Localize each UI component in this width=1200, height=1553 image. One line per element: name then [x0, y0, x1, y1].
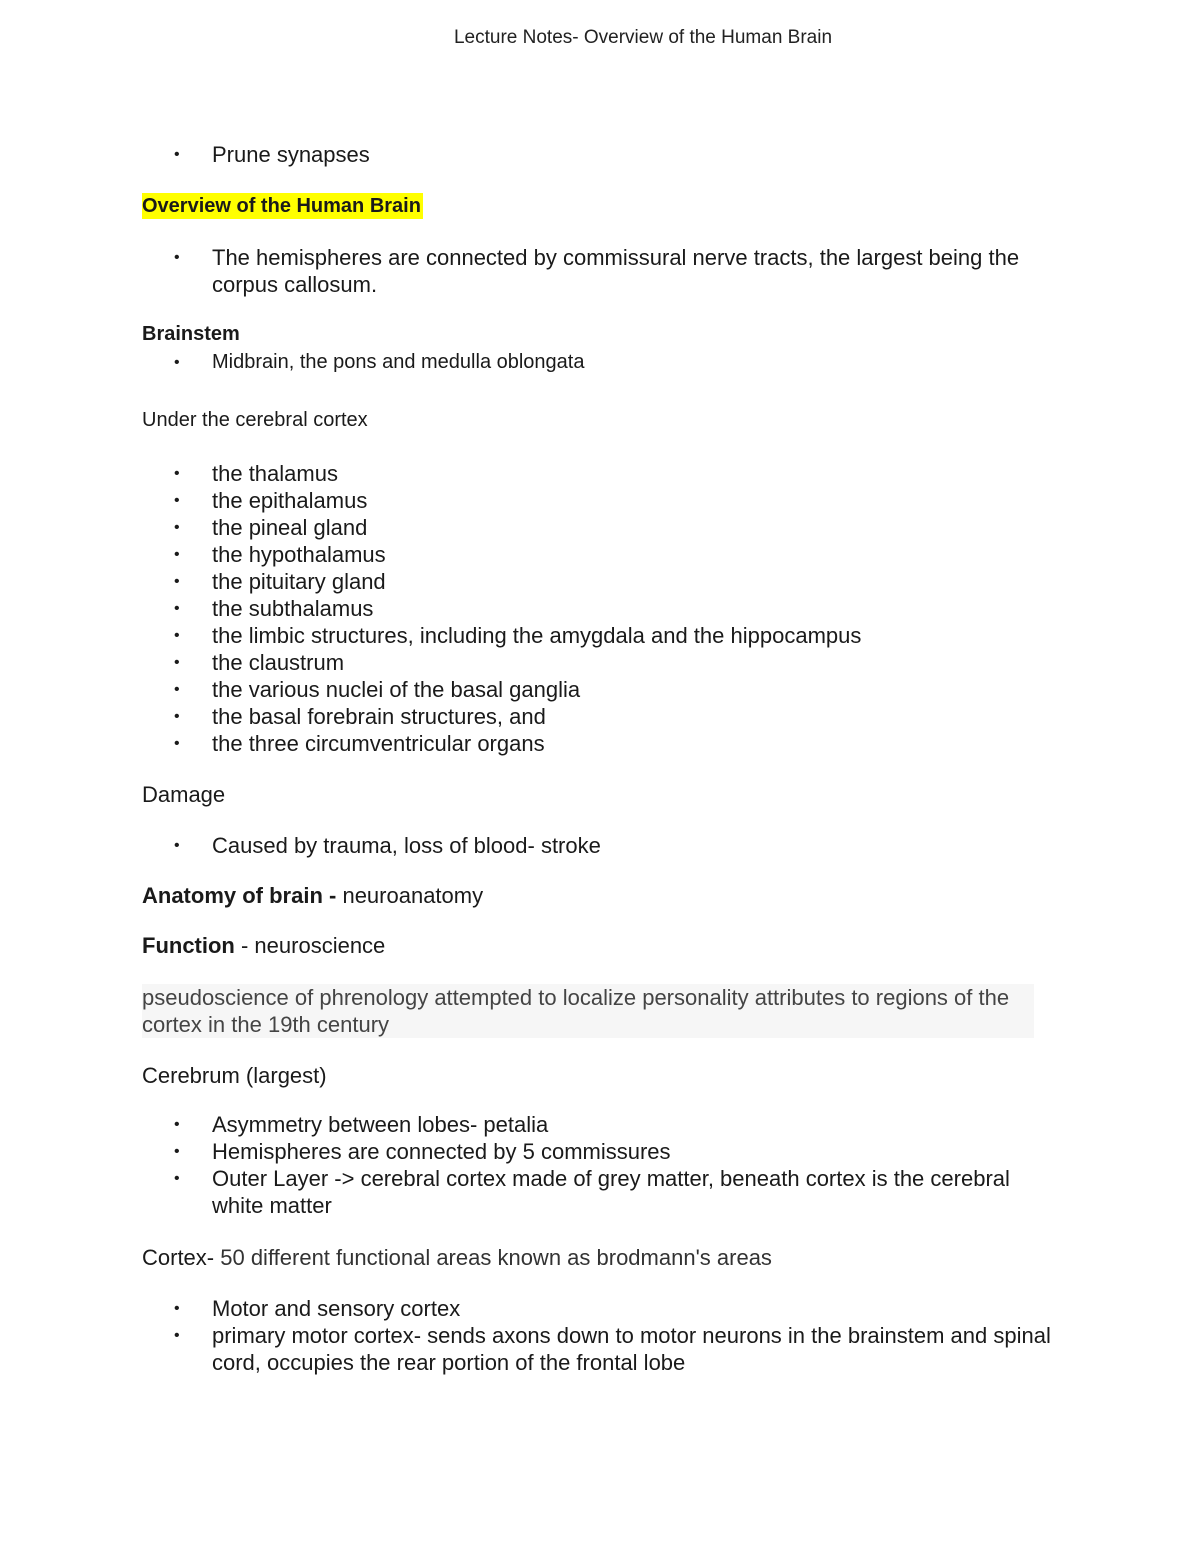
list-item	[142, 244, 1052, 298]
phrenology-paragraph: pseudoscience of phrenology attempted to localize personality attributes to regions of the cortex in the 19th century	[142, 984, 1034, 1038]
bullet: •	[174, 519, 180, 536]
list-item	[142, 622, 1052, 649]
list-item	[142, 730, 1052, 757]
bullet: •	[174, 600, 180, 617]
list-item	[142, 541, 1052, 568]
bullet: •	[174, 1327, 180, 1344]
list-item	[142, 1295, 1052, 1322]
cortex-line	[142, 1244, 772, 1271]
highlighted-heading: Overview of the Human Brain	[142, 195, 421, 217]
prune-list	[142, 141, 1052, 168]
under-cortex-heading: Under the cerebral cortex	[142, 409, 368, 431]
bullet: •	[174, 627, 180, 644]
bullet: •	[174, 546, 180, 563]
brainstem-heading: Brainstem	[142, 323, 240, 345]
list-item-text: the epithalamus	[212, 488, 368, 513]
list-item-text: The hemispheres are connected by commissural nerve tracts, the largest being the corpus callosum.	[212, 245, 1020, 297]
bullet: •	[174, 654, 180, 671]
bullet: •	[174, 1116, 180, 1133]
list-item-text: the various nuclei of the basal ganglia	[212, 677, 581, 702]
list-item-text: the pituitary gland	[212, 569, 386, 594]
bullet: •	[174, 465, 180, 482]
list-item	[142, 568, 1052, 595]
list-item	[142, 703, 1052, 730]
bullet: •	[174, 249, 180, 266]
bullet: •	[174, 1143, 180, 1160]
list-item	[142, 349, 1052, 376]
list-item-text: the subthalamus	[212, 596, 374, 621]
function-label: Function	[142, 933, 235, 958]
list-item-text: Asymmetry between lobes- petalia	[212, 1112, 549, 1137]
bullet: •	[174, 1300, 180, 1317]
list-item	[142, 514, 1052, 541]
list-item	[142, 487, 1052, 514]
list-item	[142, 832, 1052, 859]
anatomy-text: neuroanatomy	[336, 883, 484, 908]
list-item-text: Outer Layer -> cerebral cortex made of grey matter, beneath cortex is the cerebral white matter	[212, 1166, 1010, 1218]
list-item-text: the pineal gland	[212, 515, 368, 540]
list-item-text: Caused by trauma, loss of blood- stroke	[212, 833, 601, 858]
bullet: •	[174, 837, 180, 854]
under-cortex-list	[142, 460, 1052, 757]
list-item-text: the claustrum	[212, 650, 345, 675]
list-item-text: primary motor cortex- sends axons down to motor neurons in the brainstem and spinal cord, occupies the rear portion of the frontal lobe	[212, 1323, 1051, 1375]
list-item-text: the basal forebrain structures, and	[212, 704, 546, 729]
list-item-text: the three circumventricular organs	[212, 731, 545, 756]
list-item-text: the hypothalamus	[212, 542, 386, 567]
list-item	[142, 1138, 1052, 1165]
anatomy-line	[142, 882, 483, 909]
bullet: •	[174, 573, 180, 590]
cortex-list	[142, 1295, 1052, 1376]
cerebrum-list	[142, 1111, 1052, 1219]
cortex-text: 50 different functional areas known as brodmann's areas	[214, 1245, 772, 1270]
function-line	[142, 932, 385, 959]
damage-list	[142, 832, 1052, 859]
list-item-text: Midbrain, the pons and medulla oblongata	[212, 351, 585, 373]
list-item	[142, 649, 1052, 676]
bullet: •	[174, 146, 180, 163]
bullet: •	[174, 708, 180, 725]
list-item-text: Prune synapses	[212, 142, 370, 167]
bullet: •	[174, 1170, 180, 1187]
bullet: •	[174, 492, 180, 509]
overview-list	[142, 244, 1052, 298]
cortex-label: Cortex-	[142, 1245, 215, 1270]
list-item-text: Hemispheres are connected by 5 commissures	[212, 1139, 671, 1164]
function-text: - neuroscience	[234, 933, 386, 958]
list-item-text: Motor and sensory cortex	[212, 1296, 461, 1321]
overview-heading	[142, 191, 423, 220]
brainstem-list	[142, 349, 1052, 376]
bullet: •	[174, 354, 180, 371]
list-item	[142, 676, 1052, 703]
bullet: •	[174, 735, 180, 752]
list-item-text: the thalamus	[212, 461, 338, 486]
list-item	[142, 1111, 1052, 1138]
anatomy-label: Anatomy of brain -	[142, 883, 337, 908]
list-item	[142, 1322, 1052, 1376]
list-item	[142, 595, 1052, 622]
cerebrum-heading: Cerebrum (largest)	[142, 1063, 327, 1088]
list-item	[142, 460, 1052, 487]
list-item-text: the limbic structures, including the amygdala and the hippocampus	[212, 623, 862, 648]
list-item	[142, 1165, 1052, 1219]
list-item	[142, 141, 1052, 168]
bullet: •	[174, 681, 180, 698]
damage-heading: Damage	[142, 782, 226, 807]
page-header-title: Lecture Notes- Overview of the Human Brain	[453, 27, 833, 48]
